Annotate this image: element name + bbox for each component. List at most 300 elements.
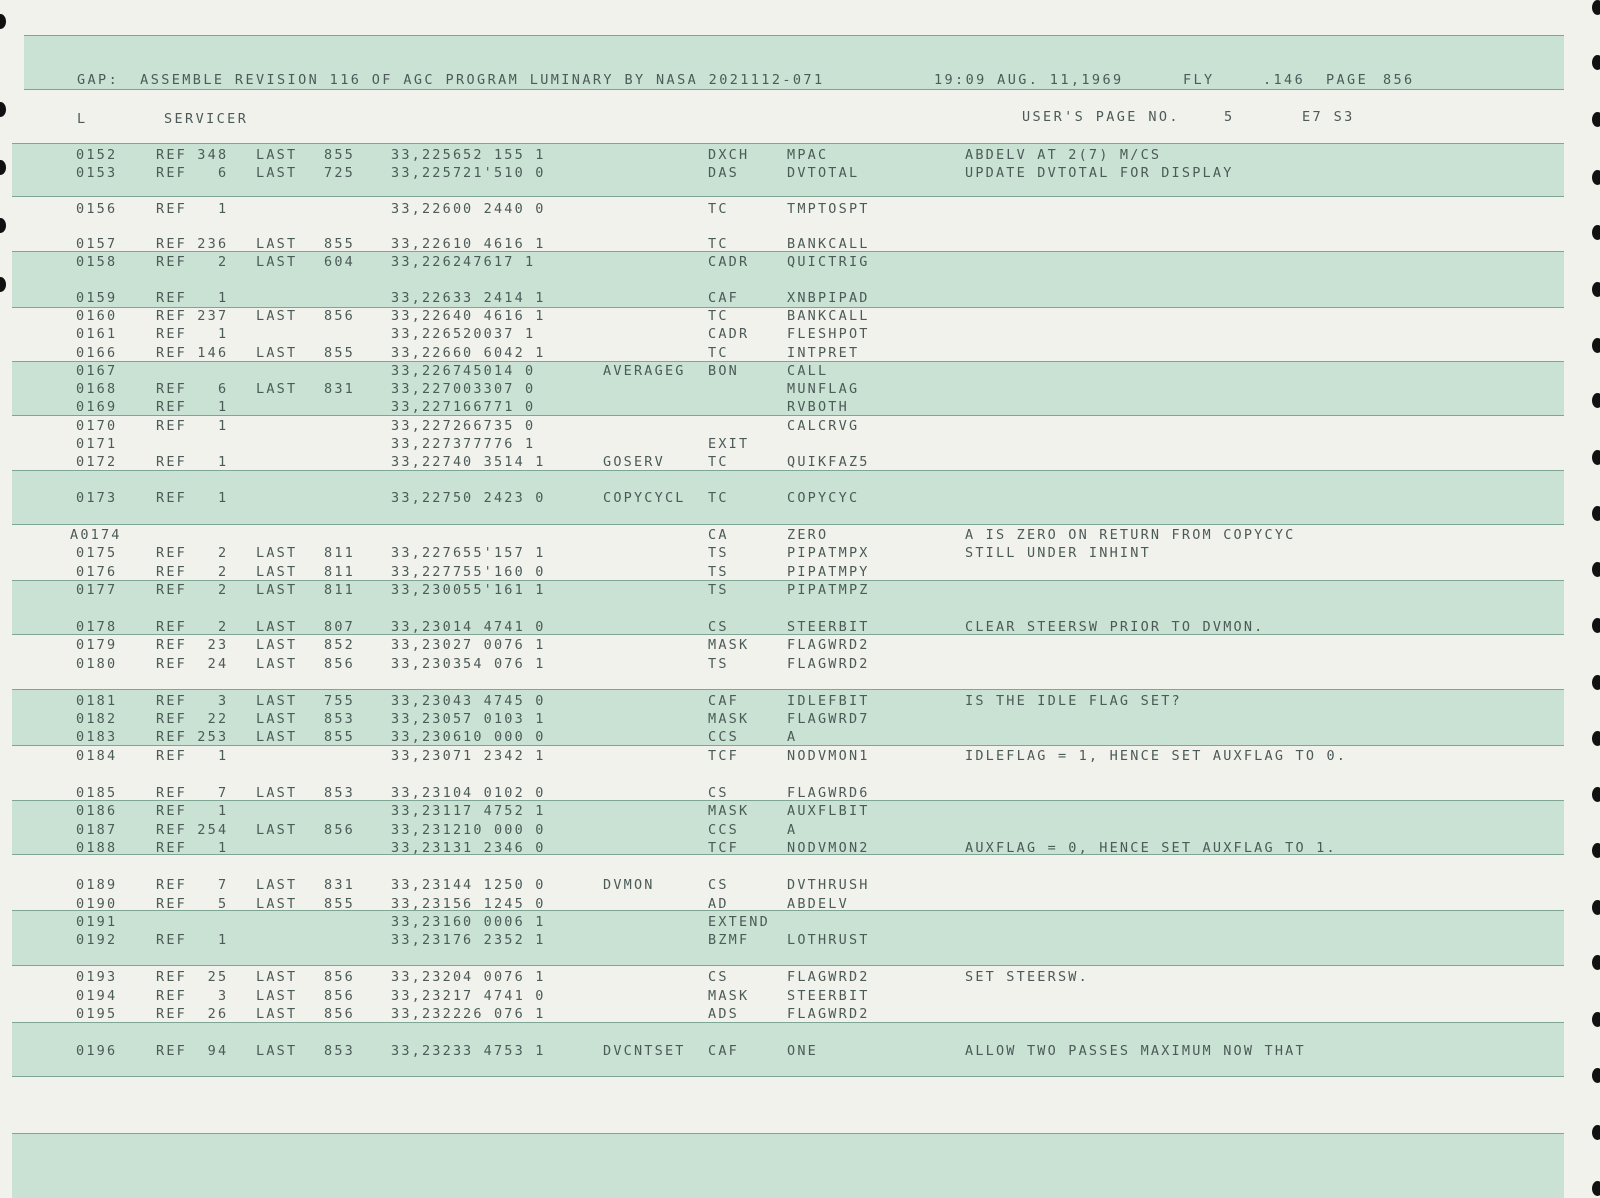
feed-hole (1592, 225, 1600, 240)
address: 33,2317 (391, 932, 464, 948)
page-number: 856 (1383, 72, 1415, 88)
octal-code: 45014 0 (463, 363, 536, 379)
comment: UPDATE DVTOTAL FOR DISPLAY (965, 165, 1234, 181)
operand: FLAGWRD2 (787, 1006, 870, 1022)
octal-code: 0 3514 1 (463, 454, 546, 470)
rule-line (12, 524, 1564, 525)
octal-code: 7 0076 1 (463, 637, 546, 653)
comment: ALLOW TWO PASSES MAXIMUM NOW THAT (965, 1043, 1306, 1059)
line-number: 0185 (76, 785, 118, 801)
label-field: GOSERV (603, 454, 665, 470)
line-number: 0156 (76, 201, 118, 217)
octal-code: 4 4741 0 (463, 619, 546, 635)
last-page: 855 (324, 729, 355, 745)
line-number: 0195 (76, 1006, 118, 1022)
feed-hole (1592, 955, 1600, 970)
address: 33,2274 (391, 454, 464, 470)
octal-code: 0 6042 1 (463, 345, 546, 361)
line-number: 0178 (76, 619, 118, 635)
line-number: 0184 (76, 748, 118, 764)
last-keyword: LAST (256, 969, 298, 985)
comment: IDLEFLAG = 1, HENCE SET AUXFLAG TO 0. (965, 748, 1348, 764)
opcode: DAS (708, 165, 739, 181)
last-page: 855 (324, 147, 355, 163)
last-page: 856 (324, 1006, 355, 1022)
opcode: CAF (708, 290, 739, 306)
line-number: A0174 (70, 527, 122, 543)
operand: FLAGWRD2 (787, 637, 870, 653)
page-label: PAGE (1326, 72, 1369, 88)
opcode: EXIT (708, 436, 750, 452)
opcode: TC (708, 236, 729, 252)
octal-code: 1 2342 1 (463, 748, 546, 764)
address: 33,2271 (391, 399, 464, 415)
operand: BANKCALL (787, 308, 870, 324)
opcode: TS (708, 564, 729, 580)
last-keyword: LAST (256, 545, 298, 561)
feed-hole (0, 14, 6, 29)
operand: FLAGWRD6 (787, 785, 870, 801)
opcode: CCS (708, 822, 739, 838)
operand: ZERO (787, 527, 829, 543)
octal-code: 52 155 1 (463, 147, 546, 163)
last-keyword: LAST (256, 582, 298, 598)
octal-code: 10 000 0 (463, 729, 546, 745)
last-keyword: LAST (256, 1006, 298, 1022)
ref-column: REF 2 (156, 545, 229, 561)
last-page: 855 (324, 896, 355, 912)
line-number: 0153 (76, 165, 118, 181)
octal-code: 4 1250 0 (463, 877, 546, 893)
address: 33,2322 (391, 1006, 464, 1022)
last-keyword: LAST (256, 1043, 298, 1059)
opcode: CADR (708, 326, 750, 342)
opcode: TCF (708, 748, 739, 764)
octal-code: 0 4616 1 (463, 308, 546, 324)
operand: QUIKFAZ5 (787, 454, 870, 470)
ref-column: REF 1 (156, 326, 229, 342)
rule-line (12, 196, 1564, 197)
ref-column: REF 348 (156, 147, 229, 163)
ref-column: REF 3 (156, 693, 229, 709)
label-field: DVMON (603, 877, 655, 893)
feed-hole (1592, 393, 1600, 408)
ref-column: REF 6 (156, 165, 229, 181)
last-page: 811 (324, 582, 355, 598)
section-code: E7 S3 (1302, 109, 1355, 125)
line-number: 0193 (76, 969, 118, 985)
last-keyword: LAST (256, 711, 298, 727)
address: 33,2273 (391, 436, 464, 452)
ref-column: REF 94 (156, 1043, 229, 1059)
operand: ABDELV (787, 896, 849, 912)
rule-line (12, 965, 1564, 966)
address: 33,2302 (391, 637, 464, 653)
ref-column: REF 2 (156, 564, 229, 580)
last-page: 831 (324, 877, 355, 893)
ref-column: REF 237 (156, 308, 229, 324)
ref-column: REF 253 (156, 729, 229, 745)
address: 33,2260 (391, 201, 464, 217)
comment: ABDELV AT 2(7) M/CS (965, 147, 1162, 163)
line-number: 0173 (76, 490, 118, 506)
operand: LOTHRUST (787, 932, 870, 948)
operand: PIPATMPZ (787, 582, 870, 598)
feed-hole (1592, 1012, 1600, 1027)
line-number: 0179 (76, 637, 118, 653)
ref-column: REF 6 (156, 381, 229, 397)
operand: A (787, 729, 798, 745)
operand: INTPRET (787, 345, 860, 361)
address: 33,2306 (391, 729, 464, 745)
opcode: ADS (708, 1006, 739, 1022)
assembly-code: .146 (1263, 72, 1306, 88)
ref-column: REF 1 (156, 748, 229, 764)
operand: NODVMON1 (787, 748, 870, 764)
last-keyword: LAST (256, 729, 298, 745)
address: 33,2257 (391, 165, 464, 181)
opcode: CS (708, 969, 729, 985)
octal-code: 7 4741 0 (463, 988, 546, 1004)
address: 33,2304 (391, 693, 464, 709)
line-number: 0177 (76, 582, 118, 598)
opcode: MASK (708, 988, 750, 1004)
operand: RVBOTH (787, 399, 849, 415)
last-page: 856 (324, 308, 355, 324)
comment: A IS ZERO ON RETURN FROM COPYCYC (965, 527, 1296, 543)
ref-column: REF 22 (156, 711, 229, 727)
last-keyword: LAST (256, 693, 298, 709)
line-number: 0192 (76, 932, 118, 948)
ref-column: REF 1 (156, 418, 229, 434)
last-page: 856 (324, 969, 355, 985)
operand: STEERBIT (787, 988, 870, 1004)
address: 33,2276 (391, 545, 464, 561)
ref-column: REF 7 (156, 785, 229, 801)
octal-code: 47617 1 (463, 254, 536, 270)
octal-code: 55'160 0 (463, 564, 546, 580)
octal-code: 3 4753 1 (463, 1043, 546, 1059)
line-number: 0161 (76, 326, 118, 342)
ref-column: REF 2 (156, 619, 229, 635)
last-keyword: LAST (256, 896, 298, 912)
feed-hole (1592, 1181, 1600, 1196)
address: 33,2256 (391, 147, 464, 163)
last-page: 856 (324, 988, 355, 1004)
operand: NODVMON2 (787, 840, 870, 856)
address: 33,2323 (391, 1043, 464, 1059)
address: 33,2272 (391, 418, 464, 434)
last-keyword: LAST (256, 988, 298, 1004)
operand: AUXFLBIT (787, 803, 870, 819)
feed-hole (1592, 170, 1600, 185)
feed-hole (1592, 112, 1600, 127)
ref-column: REF 25 (156, 969, 229, 985)
address: 33,2270 (391, 381, 464, 397)
octal-code: 4 0076 1 (463, 969, 546, 985)
operand: FLAGWRD2 (787, 656, 870, 672)
opcode: BON (708, 363, 739, 379)
octal-code: 0 4616 1 (463, 236, 546, 252)
rule-line (12, 143, 1564, 144)
comment: STILL UNDER INHINT (965, 545, 1151, 561)
opcode: CAF (708, 1043, 739, 1059)
feed-hole (1592, 282, 1600, 297)
ref-column: REF 1 (156, 290, 229, 306)
opcode: TC (708, 308, 729, 324)
line-number: 0169 (76, 399, 118, 415)
operand: CALCRVG (787, 418, 860, 434)
line-number: 0176 (76, 564, 118, 580)
octal-code: 77776 1 (463, 436, 536, 452)
feed-hole (1592, 0, 1600, 15)
octal-code: 10 000 0 (463, 822, 546, 838)
last-page: 853 (324, 785, 355, 801)
address: 33,2262 (391, 254, 464, 270)
section-name: SERVICER (164, 111, 249, 127)
last-keyword: LAST (256, 637, 298, 653)
last-keyword: LAST (256, 822, 298, 838)
feed-hole (1592, 562, 1600, 577)
opcode: MASK (708, 803, 750, 819)
line-number: 0190 (76, 896, 118, 912)
line-number: 0160 (76, 308, 118, 324)
last-page: 855 (324, 236, 355, 252)
operand: FLESHPOT (787, 326, 870, 342)
operand: TMPTOSPT (787, 201, 870, 217)
opcode: CCS (708, 729, 739, 745)
opcode: CADR (708, 254, 750, 270)
opcode: BZMF (708, 932, 750, 948)
last-keyword: LAST (256, 236, 298, 252)
last-page: 853 (324, 1043, 355, 1059)
opcode: CA (708, 527, 729, 543)
ref-column: REF 5 (156, 896, 229, 912)
address: 33,2261 (391, 236, 464, 252)
feed-hole (1592, 843, 1600, 858)
rule-line (24, 89, 1564, 90)
opcode: TS (708, 656, 729, 672)
operand: DVTHRUSH (787, 877, 870, 893)
octal-code: 3 4745 0 (463, 693, 546, 709)
feed-hole (0, 277, 6, 292)
ref-column: REF 1 (156, 840, 229, 856)
line-number: 0171 (76, 436, 118, 452)
last-keyword: LAST (256, 308, 298, 324)
last-page: 852 (324, 637, 355, 653)
feed-hole (0, 102, 6, 117)
users-page-label: USER'S PAGE NO. (1022, 109, 1180, 125)
ref-column: REF 23 (156, 637, 229, 653)
address: 33,2275 (391, 490, 464, 506)
opcode: MASK (708, 711, 750, 727)
ref-column: REF 2 (156, 582, 229, 598)
ref-column: REF 236 (156, 236, 229, 252)
line-number: 0166 (76, 345, 118, 361)
address: 33,2307 (391, 748, 464, 764)
feed-hole (1592, 731, 1600, 746)
last-keyword: LAST (256, 785, 298, 801)
operand: ONE (787, 1043, 818, 1059)
ref-column: REF 2 (156, 254, 229, 270)
feed-hole (1592, 618, 1600, 633)
address: 33,2321 (391, 988, 464, 1004)
opcode: TC (708, 490, 729, 506)
opcode: AD (708, 896, 729, 912)
label-field: DVCNTSET (603, 1043, 686, 1059)
line-number: 0152 (76, 147, 118, 163)
last-page: 853 (324, 711, 355, 727)
last-page: 831 (324, 381, 355, 397)
rule-line (24, 35, 1564, 36)
line-number: 0188 (76, 840, 118, 856)
label-field: COPYCYCL (603, 490, 686, 506)
feed-hole (1592, 506, 1600, 521)
ref-column: REF 26 (156, 1006, 229, 1022)
opcode: CS (708, 785, 729, 801)
ref-column: REF 1 (156, 490, 229, 506)
address: 33,2305 (391, 711, 464, 727)
octal-code: 20037 1 (463, 326, 536, 342)
address: 33,2316 (391, 914, 464, 930)
address: 33,2266 (391, 345, 464, 361)
opcode: DXCH (708, 147, 750, 163)
operand: IDLEFBIT (787, 693, 870, 709)
octal-code: 6 1245 0 (463, 896, 546, 912)
ref-column: REF 1 (156, 201, 229, 217)
octal-code: 0 0006 1 (463, 914, 546, 930)
feed-hole (1592, 338, 1600, 353)
operand: FLAGWRD7 (787, 711, 870, 727)
line-number: 0182 (76, 711, 118, 727)
last-keyword: LAST (256, 381, 298, 397)
ref-column: REF 24 (156, 656, 229, 672)
assembly-title: GAP: ASSEMBLE REVISION 116 OF AGC PROGRAM LUMINARY BY NASA 2021112-071 (77, 72, 825, 88)
line-number: 0187 (76, 822, 118, 838)
address: 33,2301 (391, 619, 464, 635)
opcode: CS (708, 877, 729, 893)
rule-line (12, 1076, 1564, 1077)
rule-line (12, 1133, 1564, 1134)
opcode: EXTEND (708, 914, 770, 930)
line-number: 0189 (76, 877, 118, 893)
operand: MUNFLAG (787, 381, 860, 397)
line-number: 0183 (76, 729, 118, 745)
last-page: 807 (324, 619, 355, 635)
octal-code: 21'510 0 (463, 165, 546, 181)
feed-hole (1592, 675, 1600, 690)
opcode: TCF (708, 840, 739, 856)
feed-hole (0, 218, 6, 233)
ref-column: REF 1 (156, 932, 229, 948)
feed-hole (0, 160, 6, 175)
ref-column: REF 1 (156, 454, 229, 470)
ref-column: REF 1 (156, 399, 229, 415)
opcode: MASK (708, 637, 750, 653)
octal-code: 66735 0 (463, 418, 536, 434)
operand: DVTOTAL (787, 165, 860, 181)
opcode: CAF (708, 693, 739, 709)
octal-code: 0 2440 0 (463, 201, 546, 217)
octal-code: 66771 0 (463, 399, 536, 415)
last-keyword: LAST (256, 345, 298, 361)
users-page-number: 5 (1224, 109, 1235, 125)
feed-hole (1592, 1125, 1600, 1140)
assembly-mode: FLY (1183, 72, 1215, 88)
line-number: 0186 (76, 803, 118, 819)
operand: FLAGWRD2 (787, 969, 870, 985)
last-page: 755 (324, 693, 355, 709)
comment: CLEAR STEERSW PRIOR TO DVMON. (965, 619, 1265, 635)
line-number: 0194 (76, 988, 118, 1004)
comment: AUXFLAG = 0, HENCE SET AUXFLAG TO 1. (965, 840, 1337, 856)
octal-code: 3 2414 1 (463, 290, 546, 306)
feed-hole (1592, 55, 1600, 70)
opcode: TC (708, 345, 729, 361)
octal-code: 54 076 1 (463, 656, 546, 672)
line-number: 0168 (76, 381, 118, 397)
last-page: 725 (324, 165, 355, 181)
address: 33,2300 (391, 582, 464, 598)
address: 33,2315 (391, 896, 464, 912)
feed-hole (1592, 1068, 1600, 1083)
octal-code: 7 4752 1 (463, 803, 546, 819)
last-keyword: LAST (256, 564, 298, 580)
opcode: TS (708, 545, 729, 561)
operand: CALL (787, 363, 829, 379)
last-keyword: LAST (256, 877, 298, 893)
line-number: 0170 (76, 418, 118, 434)
line-number: 0158 (76, 254, 118, 270)
last-page: 856 (324, 822, 355, 838)
ref-column: REF 7 (156, 877, 229, 893)
address: 33,2312 (391, 822, 464, 838)
last-keyword: LAST (256, 147, 298, 163)
operand: XNBPIPAD (787, 290, 870, 306)
operand: PIPATMPX (787, 545, 870, 561)
last-page: 604 (324, 254, 355, 270)
feed-hole (1592, 787, 1600, 802)
address: 33,2264 (391, 308, 464, 324)
opcode: TC (708, 454, 729, 470)
address: 33,2310 (391, 785, 464, 801)
green-band (12, 1133, 1564, 1198)
operand: QUICTRIG (787, 254, 870, 270)
octal-code: 55'161 1 (463, 582, 546, 598)
last-keyword: LAST (256, 619, 298, 635)
last-page: 811 (324, 564, 355, 580)
line-number: 0167 (76, 363, 118, 379)
operand: BANKCALL (787, 236, 870, 252)
address: 33,2303 (391, 656, 464, 672)
line-number: 0196 (76, 1043, 118, 1059)
listing-mark: L (77, 111, 88, 127)
address: 33,2263 (391, 290, 464, 306)
address: 33,2311 (391, 803, 464, 819)
octal-code: 26 076 1 (463, 1006, 546, 1022)
octal-code: 55'157 1 (463, 545, 546, 561)
opcode: CS (708, 619, 729, 635)
address: 33,2314 (391, 877, 464, 893)
line-number: 0175 (76, 545, 118, 561)
last-keyword: LAST (256, 165, 298, 181)
feed-hole (1592, 450, 1600, 465)
comment: IS THE IDLE FLAG SET? (965, 693, 1182, 709)
address: 33,2320 (391, 969, 464, 985)
last-keyword: LAST (256, 254, 298, 270)
rule-line (12, 689, 1564, 690)
operand: MPAC (787, 147, 829, 163)
